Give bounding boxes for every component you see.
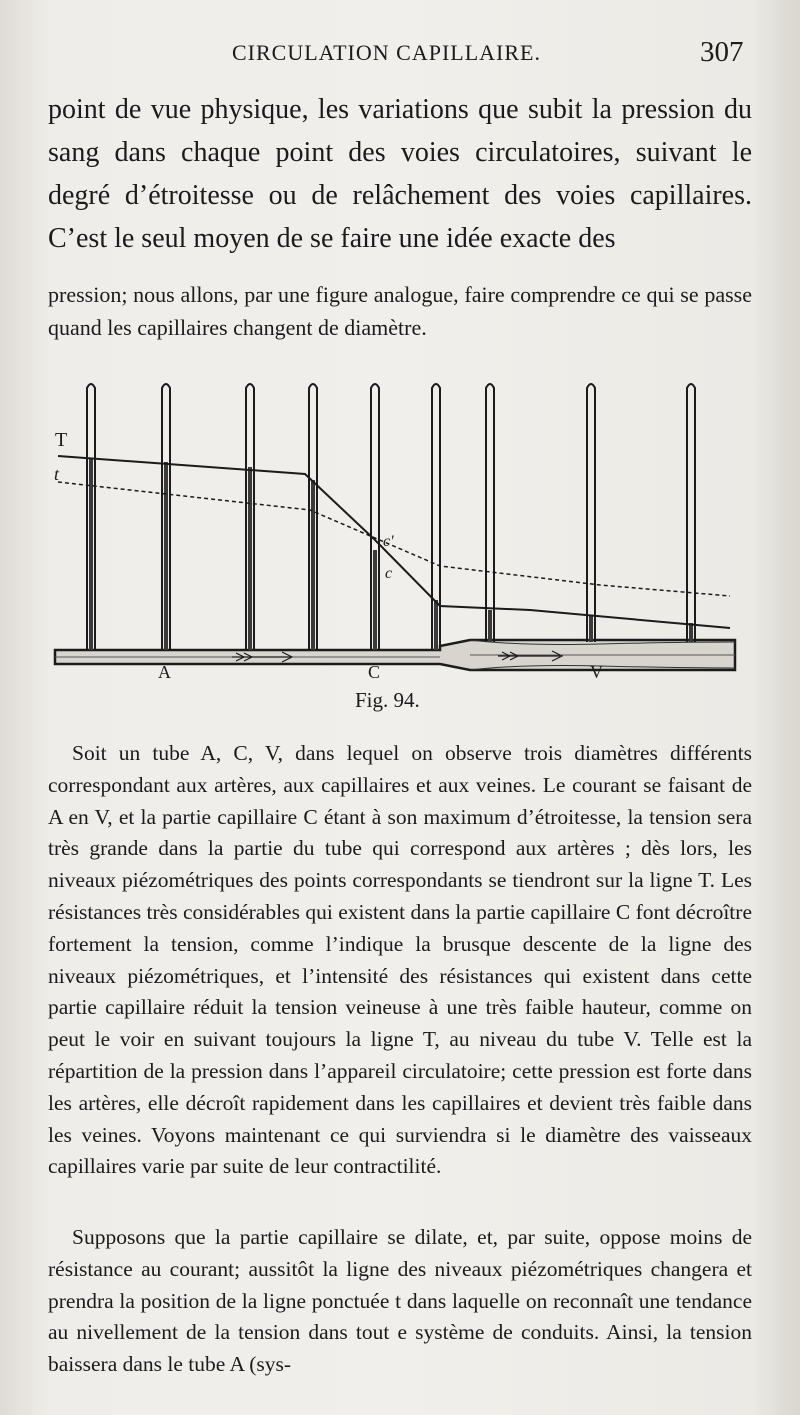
figure-caption: Fig. 94. [355, 688, 420, 712]
line-t [58, 482, 730, 596]
label-V: V [590, 662, 603, 682]
label-C: C [368, 662, 381, 682]
piezometer-diagram [0, 370, 800, 690]
label-t: t [54, 464, 60, 484]
running-head [0, 36, 800, 76]
label-T: T [55, 429, 68, 451]
running-title: CIRCULATION CAPILLAIRE. [232, 40, 541, 65]
page-number: 307 [700, 36, 744, 68]
paragraph-top: point de vue physique, les variations que subit la pression du sang dans chaque point des voies circulatoires, suivant le degré d’étroitesse ou de relâchement des voies capillaires. C’est le seul moyen de se faire une idée exacte des [48, 94, 752, 254]
paragraph-small: pression; nous allons, par une figure analogue, faire comprendre ce qui se passe quand les capillaires changent de diamètre. [48, 282, 752, 340]
label-c-prime: c' [383, 533, 394, 550]
label-c: c [385, 565, 393, 582]
figure-94 [0, 370, 800, 740]
tube [55, 640, 735, 670]
piezometer-tubes [87, 384, 695, 650]
line-T [58, 456, 730, 628]
paragraph-1: Soit un tube A, C, V, dans lequel on observe trois diamètres différents correspondant aux artères, aux capillaires et aux veines. Le courant se faisant de A en V, et la partie capillaire C étant à son maximum d’étroitesse, la tension sera très grande dans la partie du tube qui correspond aux artères ; dès lors, les niveaux piézométriques des points correspondants se tiendront sur la ligne T. Les résistances très considérables qui existent dans la partie capillaire C font décroître fortement la tension, comme l’indique la brusque descente de la ligne des niveaux piézométriques, et l’intensité des résistances qui existent dans cette partie capillaire réduit la tension veineuse à une très faible hauteur, comme on peut le voir en suivant toujours la ligne T, au niveau du tube V. Telle est la répartition de la pression dans l’appareil circulatoire; cette pression est forte dans les artères, elle décroît rapidement dans les capillaires et devient très faible dans les veines. Voyons maintenant ce qui surviendra si le diamètre des vaisseaux capillaires varie par suite de leur contractilité. [48, 741, 752, 1179]
paragraph-2: Supposons que la partie capillaire se dilate, et, par suite, oppose moins de résistance au courant; aussitôt la ligne des niveaux piézométriques changera et prendra la position de la ligne ponctuée t dans laquelle on reconnaît une tendance au nivellement de la tension dans tout e système de conduits. Ainsi, la tension baissera dans le tube A (sys- [48, 1225, 752, 1377]
label-A: A [158, 662, 171, 682]
liquid-columns [89, 458, 693, 650]
